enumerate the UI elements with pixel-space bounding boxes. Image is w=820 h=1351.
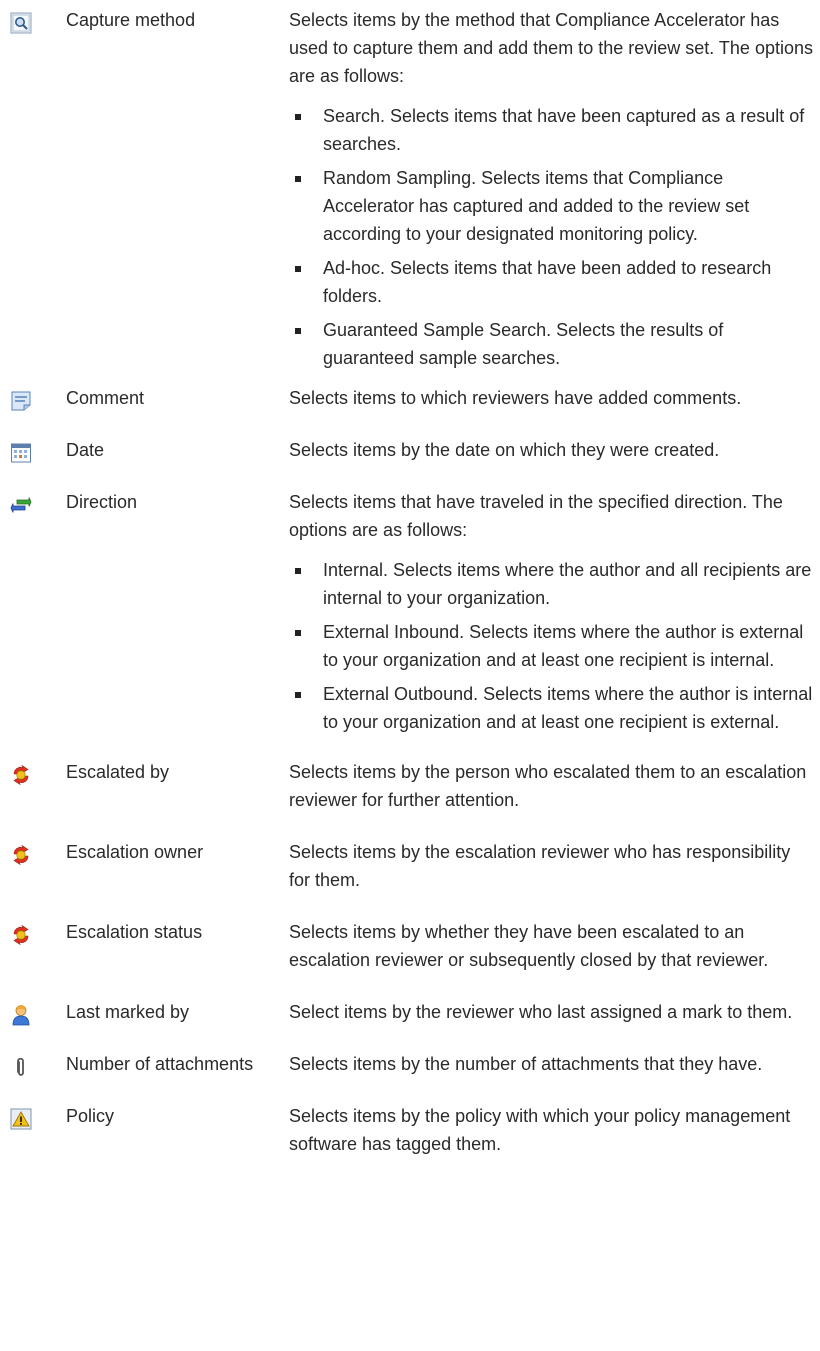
- icon-cell: [0, 998, 66, 1026]
- icon-cell: [0, 6, 66, 34]
- row-description: [289, 1050, 814, 1078]
- icon-cell: [0, 488, 66, 516]
- description-text: Select items by the reviewer who last assigned a mark to them.: [289, 1002, 793, 1022]
- calendar-icon: [10, 442, 32, 464]
- row-name: Capture method: [66, 10, 196, 30]
- list-item: [289, 102, 814, 158]
- list-item-text: Ad-hoc. Selects items that have been added to research folders.: [323, 258, 772, 306]
- bullet-icon: [295, 114, 301, 120]
- row-name: Escalation owner: [66, 842, 204, 862]
- bullet-icon: [295, 568, 301, 574]
- row-description: [289, 918, 814, 974]
- paperclip-icon: [10, 1056, 32, 1078]
- description-text: Selects items by the method that Compliance Accelerator has used to capture them and add them to the review set. The options are as follows:: [289, 10, 813, 86]
- list-item-text: Search. Selects items that have been captured as a result of searches.: [323, 106, 805, 154]
- description-text: Selects items by the escalation reviewer who has responsibility for them.: [289, 842, 791, 890]
- table-row: [0, 488, 820, 742]
- row-description: [289, 758, 814, 814]
- row-name: Date: [66, 440, 105, 460]
- row-description: [289, 838, 814, 894]
- table-row: [0, 998, 820, 1026]
- escalation-icon: [10, 924, 32, 946]
- description-text: Selects items to which reviewers have added comments.: [289, 388, 742, 408]
- list-item: [289, 556, 814, 612]
- table-row: [0, 1050, 820, 1078]
- row-description: [289, 1102, 814, 1158]
- list-item-text: Internal. Selects items where the author and all recipients are internal to your organization.: [323, 560, 812, 608]
- icon-cell: [0, 436, 66, 464]
- icon-cell: [0, 1102, 66, 1130]
- options-list: [289, 102, 814, 372]
- row-name: Escalated by: [66, 762, 170, 782]
- table-row: [0, 758, 820, 814]
- bullet-icon: [295, 630, 301, 636]
- escalation-icon: [10, 844, 32, 866]
- icon-cell: [0, 838, 66, 866]
- row-name: Number of attachments: [66, 1054, 254, 1074]
- list-item-text: Guaranteed Sample Search. Selects the results of guaranteed sample searches.: [323, 320, 724, 368]
- list-item: [289, 254, 814, 310]
- two-way-arrows-icon: [10, 494, 32, 516]
- table-row: [0, 918, 820, 974]
- list-item: [289, 316, 814, 372]
- row-name: Comment: [66, 388, 145, 408]
- table-row: [0, 838, 820, 894]
- table-row: [0, 384, 820, 412]
- description-text: Selects items by the number of attachments that they have.: [289, 1054, 763, 1074]
- list-item-text: External Outbound. Selects items where the author is internal to your organization and at least one recipient is external.: [323, 684, 813, 732]
- description-text: Selects items by whether they have been escalated to an escalation reviewer or subsequently closed by that reviewer.: [289, 922, 769, 970]
- escalation-icon: [10, 764, 32, 786]
- description-text: Selects items that have traveled in the specified direction. The options are as follows:: [289, 492, 783, 540]
- bullet-icon: [295, 328, 301, 334]
- bullet-icon: [295, 692, 301, 698]
- icon-cell: [0, 758, 66, 786]
- magnifier-document-icon: [10, 12, 32, 34]
- bullet-icon: [295, 176, 301, 182]
- row-description: [289, 488, 814, 742]
- icon-cell: [0, 384, 66, 412]
- row-name: Escalation status: [66, 922, 203, 942]
- description-text: Selects items by the policy with which your policy management software has tagged them.: [289, 1106, 791, 1154]
- list-item-text: External Inbound. Selects items where the author is external to your organization and at least one recipient is internal.: [323, 622, 804, 670]
- row-name: Last marked by: [66, 1002, 190, 1022]
- comment-note-icon: [10, 390, 32, 412]
- policy-warning-icon: [10, 1108, 32, 1130]
- person-icon: [10, 1004, 32, 1026]
- row-description: [289, 998, 814, 1026]
- table-row: [0, 6, 820, 378]
- description-text: Selects items by the person who escalated them to an escalation reviewer for further attention.: [289, 762, 807, 810]
- list-item: [289, 618, 814, 674]
- options-list: [289, 556, 814, 736]
- list-item: [289, 680, 814, 736]
- description-text: Selects items by the date on which they were created.: [289, 440, 720, 460]
- row-description: [289, 6, 814, 378]
- icon-cell: [0, 918, 66, 946]
- list-item-text: Random Sampling. Selects items that Compliance Accelerator has captured and added to the review set according to your designated monitoring policy.: [323, 168, 750, 244]
- icon-cell: [0, 1050, 66, 1078]
- row-name: Direction: [66, 492, 138, 512]
- row-name: Policy: [66, 1106, 115, 1126]
- row-description: [289, 436, 814, 464]
- table-row: [0, 1102, 820, 1158]
- table-row: [0, 436, 820, 464]
- bullet-icon: [295, 266, 301, 272]
- list-item: [289, 164, 814, 248]
- row-description: [289, 384, 814, 412]
